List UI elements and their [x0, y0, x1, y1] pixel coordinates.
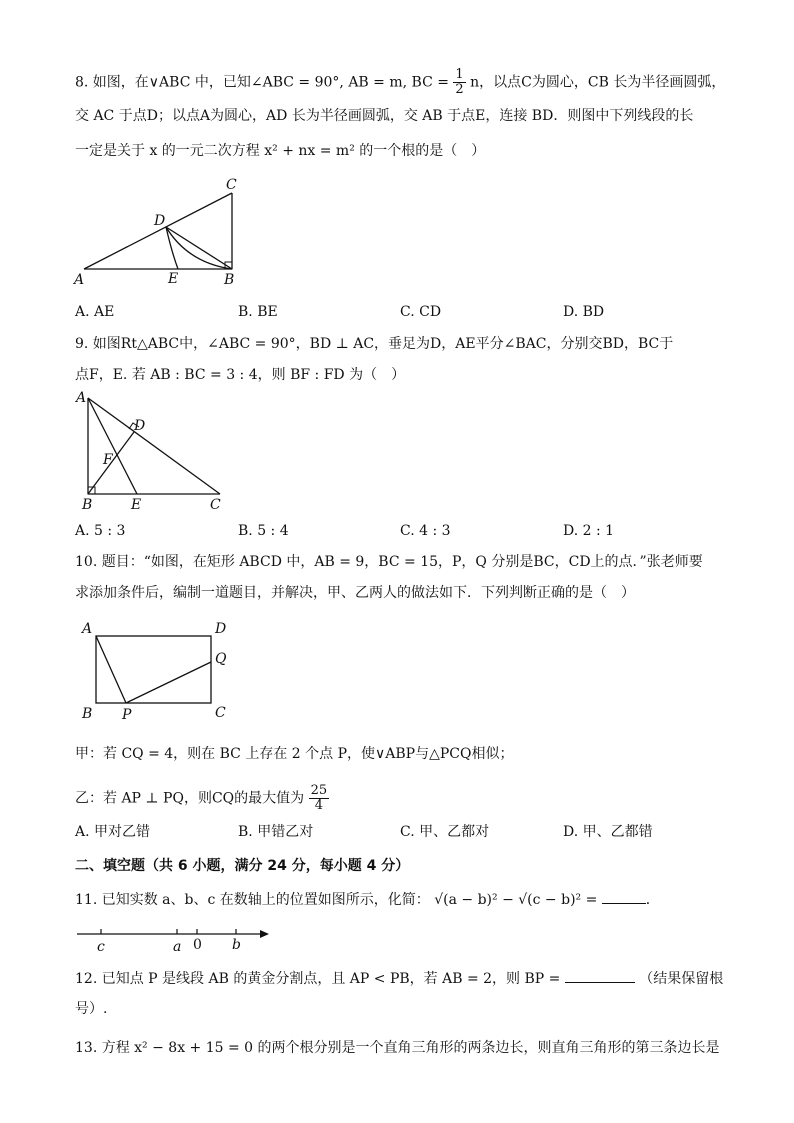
q8-fraction-numerator: 1 [455, 67, 464, 82]
q9-line2: 点F，E. 若 AB : BC = 3 : 4，则 BF : FD 为（ ） [75, 367, 406, 383]
q8-line1-part-a: 8. 如图，在∨ABC 中，已知∠ABC = 90°, AB = m, BC = [75, 74, 449, 91]
q11-label-a: a [173, 939, 182, 955]
q12-line2: 号）. [75, 1001, 108, 1017]
q8-label-d: D [154, 213, 166, 229]
q11-answer-blank [602, 903, 646, 904]
q10-yi-text: 乙：若 AP ⊥ PQ，则CQ的最大值为 [75, 790, 305, 807]
q9-label-c: C [210, 497, 221, 513]
q8-line1-part-b: n，以点C为圆心，CB 长为半径画圆弧， [470, 74, 726, 91]
q8-line1 [75, 68, 725, 97]
q10-rectangle-abcd [96, 636, 211, 703]
q10-label-d: D [215, 621, 227, 637]
q9-option-c: C. 4 : 3 [400, 523, 451, 539]
q11-label-c: c [97, 939, 105, 955]
q10-option-c: C. 甲、乙都对 [400, 824, 490, 840]
q11-number-line [75, 920, 275, 955]
q10-segment-pq [126, 662, 211, 703]
q8-line3: 一定是关于 x 的一元二次方程 x² + nx = m² 的一个根的是（ ） [75, 143, 486, 159]
section-title-fill-in: 二、填空题（共 6 小题，满分 24 分，每小题 4 分） [75, 858, 410, 874]
q8-label-b: B [224, 272, 235, 288]
q8-label-c: C [226, 177, 237, 193]
q8-label-e: E [168, 271, 179, 287]
q9-label-a: A [76, 390, 87, 406]
q10-line1: 10. 题目：“如图，在矩形 ABCD 中，AB = 9，BC = 15，P，Q 分别是BC，CD上的点．”张老师要 [75, 554, 703, 570]
q9-label-b: B [82, 497, 93, 513]
q11-text: 11. 已知实数 a、b、c 在数轴上的位置如图所示，化简： [75, 892, 430, 908]
q10-line2: 求添加条件后，编制一道题目，并解决，甲、乙两人的做法如下．下列判断正确的是（ ） [75, 585, 635, 601]
q10-label-q: Q [215, 651, 227, 667]
q8-label-a: A [74, 272, 85, 288]
q10-yi-fraction-denominator: 4 [314, 798, 323, 813]
q10-label-b: B [82, 706, 93, 722]
q10-figure [75, 615, 245, 725]
q8-option-c: C. CD [400, 304, 442, 320]
q11-label-b: b [232, 937, 241, 953]
q10-label-c: C [215, 705, 226, 721]
q8-fraction-denominator: 2 [455, 82, 464, 97]
q12-text-tail: （结果保留根 [639, 971, 724, 987]
q9-label-e: E [131, 497, 142, 513]
q11-label-zero: 0 [193, 937, 202, 953]
q8-option-b: B. BE [238, 304, 278, 320]
q10-option-d: D. 甲、乙都错 [563, 824, 653, 840]
q10-segment-ap [96, 636, 126, 703]
q8-line2: 交 AC 于点D；以点A为圆心，AD 长为半径画圆弧，交 AB 于点E，连接 BD．则图中下列线段的长 [75, 108, 694, 124]
q10-label-a: A [82, 621, 93, 637]
q10-option-b: B. 甲错乙对 [238, 824, 314, 840]
q10-yi-fraction [309, 784, 330, 813]
q9-segment-ae [88, 398, 137, 494]
q11-line1 [75, 890, 660, 910]
q8-segment-ac [84, 193, 232, 269]
q9-label-f: F [103, 452, 113, 468]
q11-expression: √(a − b)² − √(c − b)² = [434, 892, 598, 908]
q13-line1: 13. 方程 x² − 8x + 15 = 0 的两个根分别是一个直角三角形的两条边长，则直角三角形的第三条边长是 [75, 1040, 720, 1056]
q9-option-d: D. 2 : 1 [563, 523, 615, 539]
q9-line1: 9. 如图Rt△ABC中，∠ABC = 90°，BD ⊥ AC，垂足为D，AE平分∠BAC，分别交BD，BC于 [75, 336, 674, 352]
q9-segment-ac [88, 398, 220, 494]
q8-figure [70, 175, 250, 290]
q8-option-d: D. BD [563, 304, 605, 320]
q9-option-b: B. 5 : 4 [238, 523, 289, 539]
q8-option-a: A. AE [75, 304, 115, 320]
q10-option-a: A. 甲对乙错 [75, 824, 151, 840]
q10-statement-jia: 甲：若 CQ = 4，则在 BC 上存在 2 个点 P，使∨ABP与△PCQ相似； [75, 746, 514, 762]
q10-label-p: P [122, 707, 132, 723]
q9-label-d: D [134, 418, 146, 434]
q12-line1 [75, 969, 723, 989]
q10-statement-yi [75, 784, 329, 813]
q10-yi-fraction-numerator: 25 [310, 783, 328, 798]
q11-end-mark: ． [645, 892, 660, 908]
q11-axis-arrow [260, 930, 269, 938]
q12-text: 12. 已知点 P 是线段 AB 的黄金分割点，且 AP < PB，若 AB = 2，则 BP = [75, 971, 561, 987]
q9-figure [70, 388, 240, 513]
q12-answer-blank [565, 982, 635, 983]
q8-fraction [453, 68, 465, 97]
q9-option-a: A. 5 : 3 [75, 523, 126, 539]
